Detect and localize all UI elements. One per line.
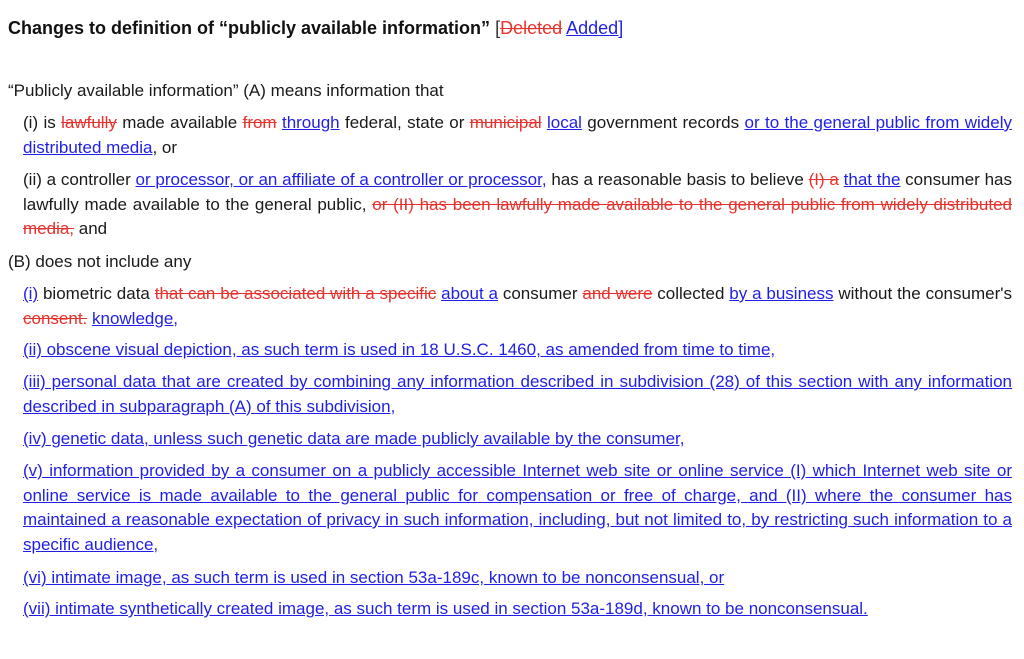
unchanged-text: , or	[152, 137, 178, 157]
unchanged-text: without the consumer's	[833, 284, 1012, 303]
item-b-v	[23, 459, 1012, 557]
added-text: that the	[843, 170, 901, 189]
added-text: knowledge,	[92, 308, 179, 328]
page-heading	[8, 16, 623, 40]
item-b-vi	[23, 566, 1012, 591]
unchanged-text: government records	[581, 113, 745, 132]
deleted-text: (I) a	[808, 170, 839, 189]
intro-line: “Publicly available information” (A) means information that	[8, 81, 444, 100]
item-b-iv	[23, 427, 1012, 452]
unchanged-text: consumer	[497, 284, 583, 303]
legend-bracket: [	[495, 18, 501, 38]
unchanged-text: collected	[652, 284, 730, 303]
legend-added: Added]	[566, 18, 624, 38]
added-text: (i)	[23, 284, 39, 303]
added-text: by a business	[729, 284, 834, 303]
deleted-text: lawfully	[61, 113, 117, 132]
added-text: (iv) genetic data, unless such genetic data are made publicly available by the consumer,	[23, 429, 685, 448]
deleted-text: municipal	[469, 113, 542, 132]
unchanged-text: federal, state or	[339, 113, 470, 132]
added-text: local	[546, 113, 582, 132]
item-a-ii	[23, 168, 1012, 242]
added-text: or to the general public from widely distributed media	[23, 113, 1012, 157]
unchanged-text: has a reasonable basis to believe	[546, 170, 809, 189]
item-b-ii	[23, 338, 1012, 363]
unchanged-text: (ii) a controller	[23, 170, 136, 189]
item-b-i	[23, 282, 1012, 331]
part-b-line: (B) does not include any	[8, 252, 192, 271]
deleted-text: from	[242, 113, 277, 132]
item-b-vii	[23, 597, 1012, 622]
deleted-text: or (II) has been lawfully made available to the general public from widely distributed media,	[23, 194, 1012, 238]
unchanged-text: made available	[116, 113, 243, 132]
deleted-text: that can be associated with a specific	[154, 284, 437, 303]
added-text: (vii) intimate synthetically created image, as such term is used in section 53a-189d, known to be nonconsensual.	[23, 599, 868, 618]
added-text: (iii) personal data that are created by combining any information described in subdivision (28) of this section with any information described in subparagraph (A) of this subdivision,	[23, 372, 1012, 416]
heading-title: Changes to definition of “publicly available information”	[8, 18, 491, 38]
item-b-iii	[23, 370, 1012, 419]
unchanged-text: consumer has lawfully made available to the general public,	[23, 170, 1012, 214]
item-a-i	[23, 111, 1012, 160]
added-text: (v) information provided by a consumer on a publicly accessible Internet web site or online service (I) which Internet web site or online service is made available to the general public for compensation or free of charge, and (II) where the consumer has maintained a reasonable expectation of privacy in such information, including, but not limited to, by restricting such information to a specific audience,	[23, 461, 1012, 554]
unchanged-text: (i) is	[23, 113, 62, 132]
added-text: or processor, or an affiliate of a controller or processor,	[135, 170, 547, 189]
added-text: (ii) obscene visual depiction, as such term is used in 18 U.S.C. 1460, as amended from time to time,	[23, 340, 776, 359]
unchanged-text: and	[74, 219, 108, 238]
added-text: (vi) intimate image, as such term is used in section 53a-189c, known to be nonconsensual, or	[23, 568, 725, 587]
deleted-text: consent.	[23, 308, 88, 328]
added-text: through	[281, 113, 340, 132]
added-text: about a	[441, 284, 498, 303]
unchanged-text: biometric data	[38, 284, 155, 303]
deleted-text: and were	[582, 284, 653, 303]
legend-deleted: Deleted	[500, 18, 563, 38]
